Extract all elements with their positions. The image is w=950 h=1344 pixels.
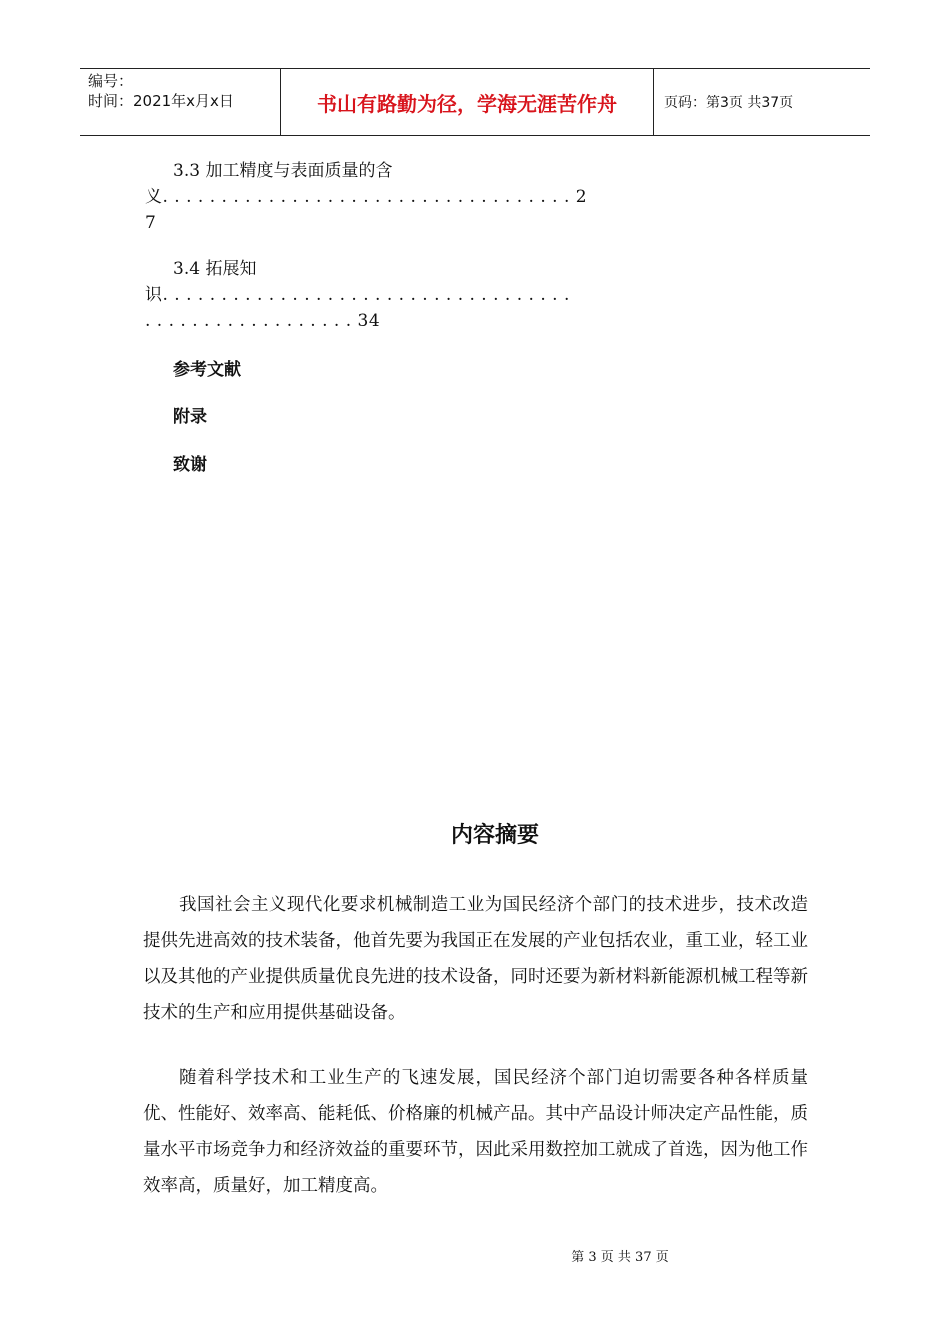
header-motto: 书山有路勤为径，学海无涯苦作舟 xyxy=(281,69,654,135)
section-references: 参考文献 xyxy=(173,360,241,380)
section-appendix: 附录 xyxy=(173,407,207,427)
abstract-paragraph: 随着科学技术和工业生产的飞速发展，国民经济个部门迫切需要各种各样质量优、性能好、效率高、能耗低、价格廉的机械产品。其中产品设计师决定产品性能，质量水平市场竞争力和经济效益的重要环节，因此采用数控加工就成了首选，因为他工作效率高，质量好，加工精度高。 xyxy=(143,1068,808,1196)
toc-dots-line: 7 xyxy=(145,213,157,233)
toc-title: 3.4 拓展知 xyxy=(173,259,257,279)
toc-dots-line: . . . . . . . . . . . . . . . . . . 34 xyxy=(145,311,381,331)
toc-entry xyxy=(145,158,810,236)
page-footer: 第 3 页 共 37 页 xyxy=(571,1250,669,1265)
abstract-paragraph: 我国社会主义现代化要求机械制造工业为国民经济个部门的技术进步，技术改造提供先进高效的技术装备，他首先要为我国正在发展的产业包括农业，重工业，轻工业以及其他的产业提供质量优良先进的技术设备，同时还要为新材料新能源机械工程等新技术的生产和应用提供基础设备。 xyxy=(143,895,808,1023)
header-page-info: 页码：第3页 共37页 xyxy=(664,95,794,111)
page-header xyxy=(80,68,870,136)
toc-dots-line: 义. . . . . . . . . . . . . . . . . . . . . . . . . . . . . . . . . . . 2 xyxy=(145,187,588,207)
header-info xyxy=(80,69,281,135)
toc-title: 3.3 加工精度与表面质量的含 xyxy=(173,161,393,181)
section-acknowledgements: 致谢 xyxy=(173,455,207,475)
abstract-title: 内容摘要 xyxy=(450,823,539,848)
number-label: 编号： xyxy=(88,72,134,90)
toc-entry xyxy=(145,256,810,334)
date-line: 时间：2021年x月x日 xyxy=(88,92,234,110)
toc-dots-line: 识. . . . . . . . . . . . . . . . . . . . . . . . . . . . . . . . . . . xyxy=(145,285,570,305)
